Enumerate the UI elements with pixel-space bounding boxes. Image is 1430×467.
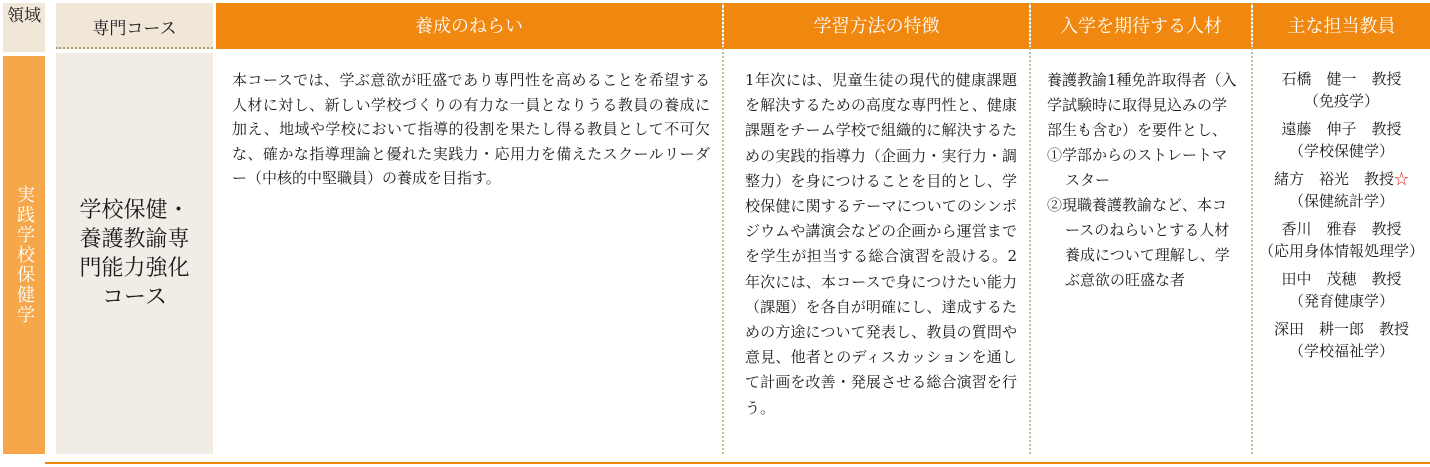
header-domain: 領域 — [3, 3, 45, 52]
faculty-name: 石橋 健一 教授 — [1281, 70, 1402, 88]
faculty-field: （応用身体情報処理学） — [1258, 242, 1424, 260]
header-course-divider — [56, 47, 213, 49]
header-method: 学習方法の特徴 — [724, 3, 1029, 47]
faculty-name: 深田 耕一郎 教授 — [1273, 320, 1409, 338]
faculty-entry — [1253, 318, 1430, 362]
column-divider — [722, 3, 724, 454]
faculty-field: （免疫学） — [1303, 92, 1379, 110]
domain-cell — [3, 56, 45, 454]
bottom-rule — [45, 462, 1430, 464]
faculty-field: （保健統計学） — [1288, 192, 1394, 210]
talent-item: ①学部からのストレートマスター — [1047, 146, 1228, 189]
faculty-entry — [1253, 68, 1430, 112]
header-underline — [216, 47, 1430, 49]
header-aim: 養成のねらい — [216, 3, 722, 47]
faculty-name: 遠藤 伸子 教授 — [1281, 120, 1402, 138]
star-mark: ☆ — [1394, 170, 1410, 188]
faculty-list — [1253, 68, 1430, 368]
faculty-entry — [1253, 218, 1430, 262]
header-faculty: 主な担当教員 — [1253, 3, 1430, 47]
faculty-field: （学校保健学） — [1288, 142, 1394, 160]
faculty-name: 田中 茂穂 教授 — [1281, 270, 1402, 288]
faculty-name: 緒方 裕光 教授 — [1273, 170, 1394, 188]
faculty-name: 香川 雅春 教授 — [1281, 220, 1402, 238]
aim-text: 本コースでは、学ぶ意欲が旺盛であり専門性を高めることを希望する人材に対し、新しい学校づくりの有力な一員となりうる教員の養成に加え、地域や学校において指導的役割を果たし得る教員として不可欠な、確かな指導理論と優れた実践力・応用力を備えたスクールリーダー（中核的中堅職員）の養成を目指す。 — [232, 71, 710, 187]
header-talent: 入学を期待する人材 — [1031, 3, 1251, 47]
talent-cell — [1047, 68, 1237, 293]
faculty-field: （学校福祉学） — [1288, 342, 1394, 360]
header-course: 専門コース — [56, 3, 213, 49]
faculty-entry — [1253, 168, 1430, 212]
method-text: 1年次には、児童生徒の現代的健康課題を解決するための高度な専門性と、健康課題をチーム学校で組織的に解決するための実践的指導力（企画力・実行力・調整力）を身につけることを目的とし、学校保健に関するテーマについてのシンポジウムや講演会などの企画から運営までを学生が担当する総合演習を設ける。2年次には、本コースで身につけたい能力（課題）を各自が明確にし、達成するための方途について発表し、教員の質問や意見、他者とのディスカッションを通して計画を改善・発展させる総合演習を行う。 — [745, 71, 1017, 417]
faculty-field: （発育健康学） — [1288, 292, 1394, 310]
talent-intro: 養護教諭1種免許取得者（入学試験時に取得見込みの学部生も含む）を要件とし、 — [1047, 71, 1237, 139]
domain-label: 実践学校保健学 — [14, 185, 35, 325]
course-cell — [56, 53, 213, 454]
faculty-entry — [1253, 118, 1430, 162]
talent-item: ②現職養護教諭など、本コースのねらいとする人材養成について理解し、学ぶ意欲の旺盛な者 — [1047, 196, 1230, 289]
column-divider — [1029, 3, 1031, 454]
course-name: 学校保健・養護教諭専門能力強化コース — [79, 197, 190, 310]
faculty-entry — [1253, 268, 1430, 312]
